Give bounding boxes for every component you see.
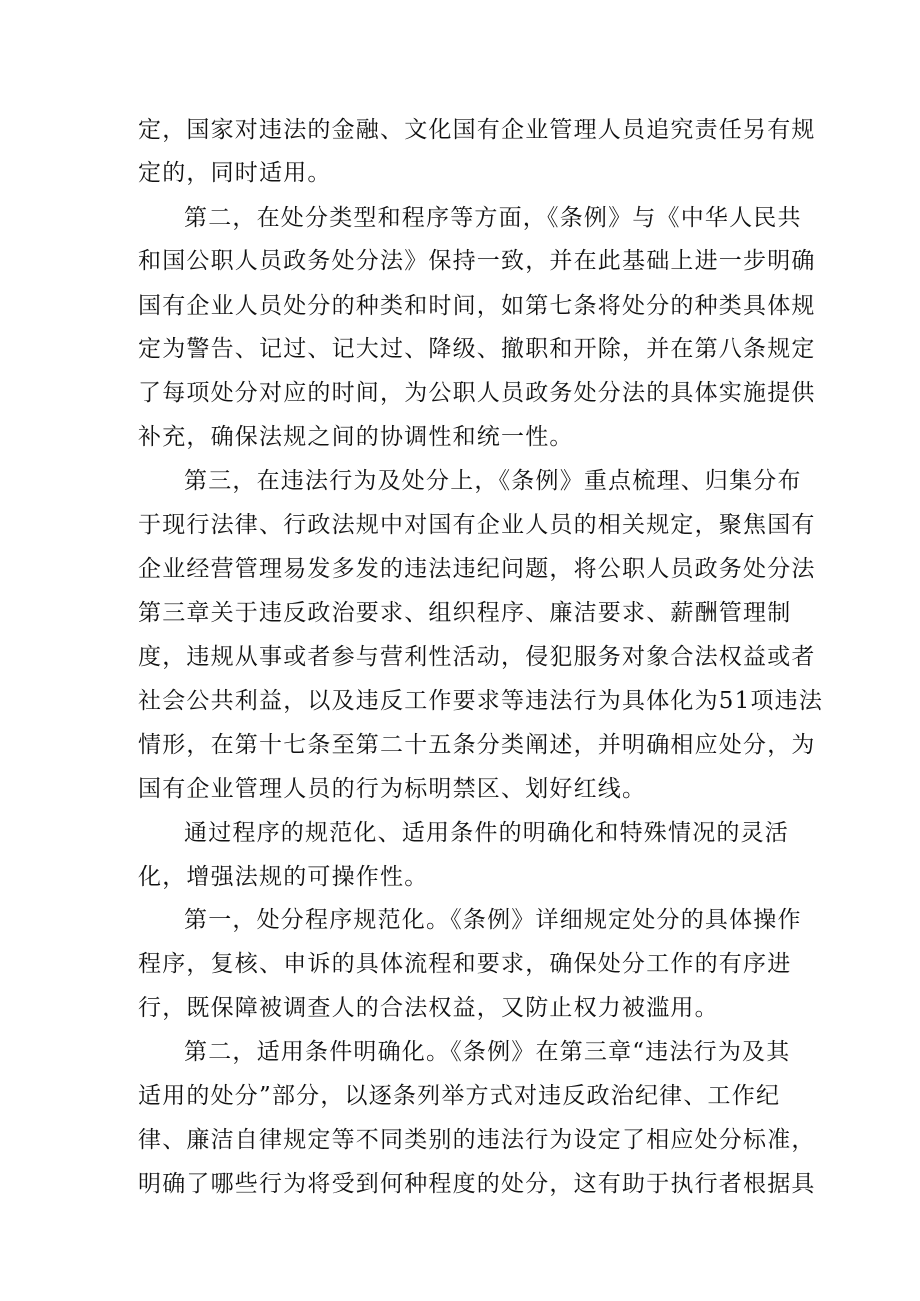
text-line: 定的，同时适用。 — [138, 160, 332, 186]
text-line: 化，增强法规的可操作性。 — [138, 864, 429, 890]
paragraph-start-line: 第三，在违法行为及处分上，《条例》重点梳理、归集分布 — [184, 468, 802, 494]
text-line: 第三章关于违反政治要求、组织程序、廉洁要求、薪酬管理制 — [138, 600, 792, 626]
text-line: 和国公职人员政务处分法》保持一致，并在此基础上进一步明确 — [138, 248, 816, 274]
text-line: 定，国家对违法的金融、文化国有企业管理人员追究责任另有规 — [138, 117, 816, 143]
text-line: 定为警告、记过、记大过、降级、撤职和开除，并在第八条规定 — [138, 336, 816, 362]
text-line: 于现行法律、行政法规中对国有企业人员的相关规定，聚焦国有 — [138, 512, 816, 538]
text-line: 情形，在第十七条至第二十五条分类阐述，并明确相应处分，为 — [138, 732, 816, 758]
paragraph-start-line: 第二，在处分类型和程序等方面，《条例》与《中华人民共 — [184, 205, 802, 231]
paragraph-start-line: 第二，适用条件明确化。《条例》在第三章“违法行为及其 — [184, 1039, 791, 1065]
text-line: 补充，确保法规之间的协调性和统一性。 — [138, 424, 574, 450]
text-line: 国有企业管理人员的行为标明禁区、划好红线。 — [138, 776, 647, 802]
paragraph-start-line: 通过程序的规范化、适用条件的明确化和特殊情况的灵活 — [184, 820, 789, 846]
text-line: 企业经营管理易发多发的违法违纪问题，将公职人员政务处分法 — [138, 556, 816, 582]
text-line: 律、廉洁自律规定等不同类别的违法行为设定了相应处分标准， — [138, 1127, 816, 1153]
text-line: 程序，复核、申诉的具体流程和要求，确保处分工作的有序进 — [138, 951, 792, 977]
text-line: 国有企业人员处分的种类和时间，如第七条将处分的种类具体规 — [138, 293, 816, 319]
text-line: 了每项处分对应的时间，为公职人员政务处分法的具体实施提供 — [138, 380, 816, 406]
text-line: 度，违规从事或者参与营利性活动，侵犯服务对象合法权益或者 — [138, 644, 816, 670]
text-line: 社会公共利益，以及违反工作要求等违法行为具体化为51项违法 — [138, 688, 824, 714]
text-line: 明确了哪些行为将受到何种程度的处分，这有助于执行者根据具 — [138, 1171, 816, 1197]
text-line: 行，既保障被调查人的合法权益，又防止权力被滥用。 — [138, 995, 719, 1021]
text-line: 适用的处分”部分，以逐条列举方式对违反政治纪律、工作纪 — [138, 1083, 781, 1109]
paragraph-start-line: 第一，处分程序规范化。《条例》详细规定处分的具体操作 — [184, 907, 802, 933]
